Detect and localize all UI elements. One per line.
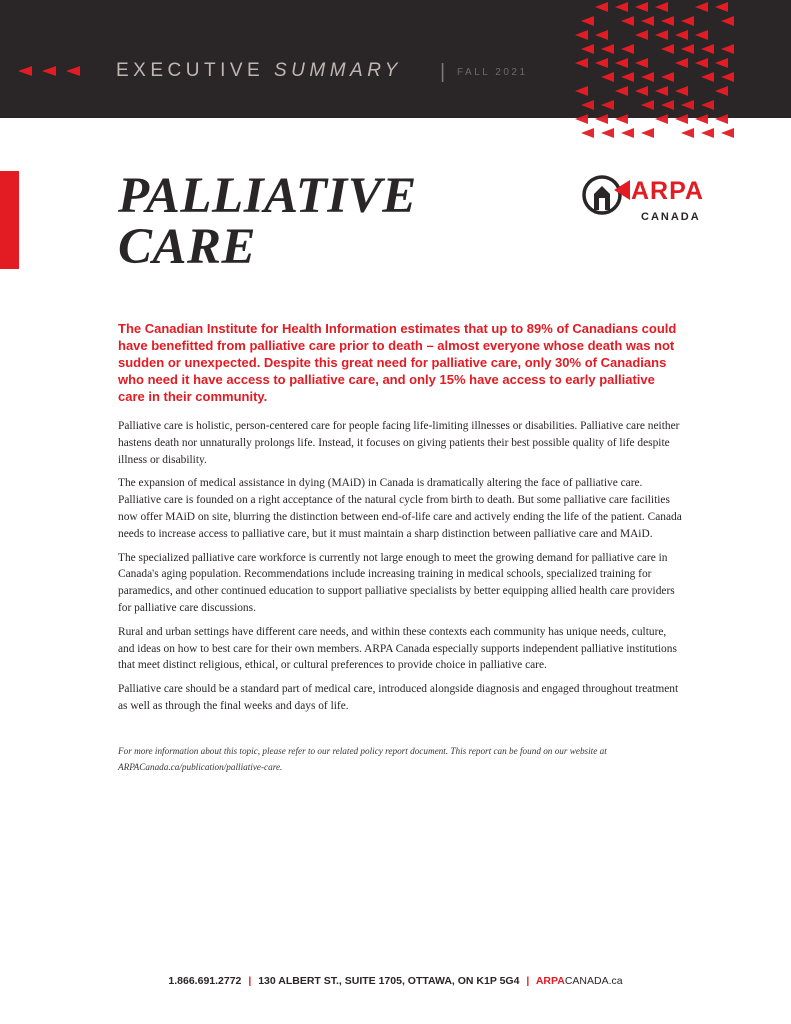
- footer-separator: |: [248, 975, 252, 987]
- page-title-line1: PALLIATIVE: [118, 168, 417, 224]
- header-arrows: [18, 66, 80, 76]
- accent-bar: [0, 171, 19, 269]
- header-title: [116, 60, 402, 82]
- arrow-left-icon: [42, 66, 56, 76]
- footnote: For more information about this topic, please refer to our related policy report document. This report can be found on our website at ARPACanada.ca/publication/palliative-care.: [118, 746, 607, 772]
- lead-paragraph: The Canadian Institute for Health Information estimates that up to 89% of Canadians could have benefitted from palliative care prior to death – almost everyone whose death was not sudden or unexpected. Despite this great need for palliative care, only 30% of Canadians who need it have access to palliative care, and only 15% have access to early palliative care in their community.: [118, 321, 677, 404]
- body-paragraph: Palliative care is holistic, person-centered care for people facing life-limiting illnesses or disabilities. Palliative care neither hastens death nor unnaturally prolongs life. Instead, it focuses on giving patients their best possible quality of life despite illness or disability.: [118, 420, 680, 466]
- triangle-pattern-icon: [575, 0, 735, 140]
- arrow-left-icon: [18, 66, 32, 76]
- footer-separator: |: [526, 975, 530, 987]
- header-separator: |: [440, 61, 446, 83]
- body-paragraph: The expansion of medical assistance in dying (MAiD) in Canada is dramatically altering the face of palliative care. Palliative care is founded on a right acceptance of the natural cycle from birth to death. But some palliative care facilities now offer MAiD on site, blurring the distinction between end-of-life care and actively ending the life of the patient. Canada needs to increase access to palliative care, but it must maintain a sharp distinction between palliative care and MAiD.: [118, 477, 682, 540]
- arrow-left-icon: [66, 66, 80, 76]
- page-title-line2: CARE: [118, 219, 257, 275]
- body-paragraph: Rural and urban settings have different care needs, and within these contexts each community has unique needs, culture, and ideas on how to best care for their own members. ARPA Canada especially supports independent palliative institutions that meet distinct religious, ethical, or cultural preferences to provide choice in palliative care.: [118, 625, 677, 672]
- page-title: [118, 168, 417, 275]
- logo-subname: CANADA: [641, 211, 701, 223]
- footer-website-brand: ARPA: [535, 975, 565, 987]
- body-paragraph: The specialized palliative care workforce is currently not large enough to meet the growing demand for palliative care in Canada's aging population. Recommendations include increasing training in medical schools, specialized training for paramedics, and other continued education to support palliative specialists by better equipping allied health care providers for palliative care discussions.: [118, 551, 675, 614]
- footer-contact: [0, 975, 791, 987]
- footer-website-domain: CANADA.ca: [564, 975, 623, 987]
- body-paragraph: Palliative care should be a standard part of medical care, introduced alongside diagnosis and engaged throughout treatment as well as through the final weeks and days of life.: [118, 683, 679, 712]
- footer-website[interactable]: [536, 975, 623, 987]
- body-text: [118, 418, 683, 722]
- header-title-word1: EXECUTIVE: [116, 60, 265, 81]
- logo-name: ARPA: [631, 177, 704, 205]
- footer-address: 130 ALBERT ST., SUITE 1705, OTTAWA, ON K1P 5G4: [258, 975, 520, 987]
- footer-phone: 1.866.691.2772: [168, 975, 242, 987]
- header-season: FALL 2021: [457, 67, 528, 78]
- header-title-word2: SUMMARY: [273, 60, 402, 81]
